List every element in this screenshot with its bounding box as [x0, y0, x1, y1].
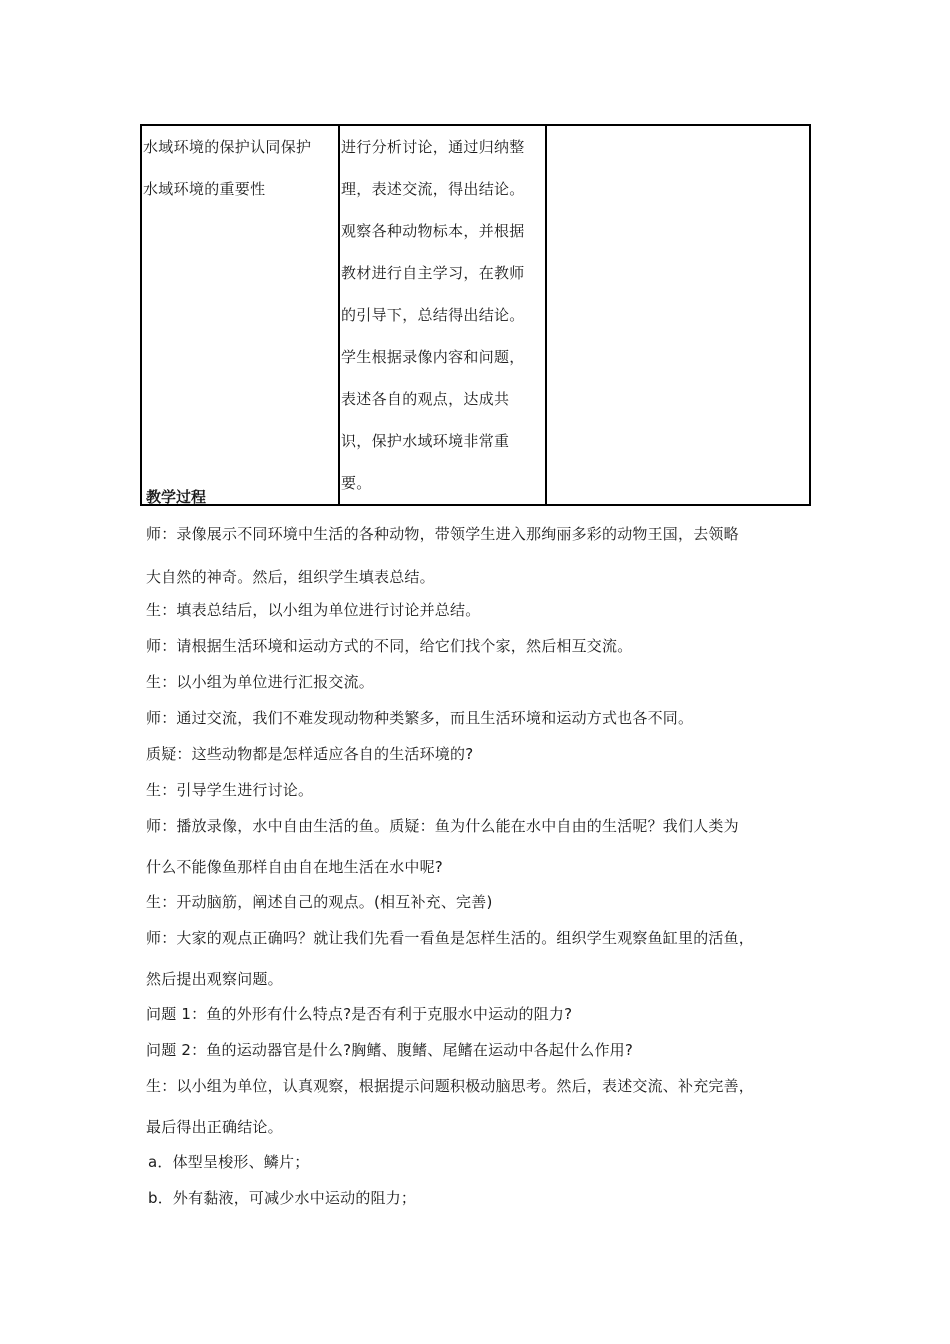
paragraph-line: 生：开动脑筋，阐述自己的观点。(相互补充、完善): [146, 893, 493, 911]
cell-line: 要。: [341, 474, 372, 492]
paragraph-line: 师：请根据生活环境和运动方式的不同，给它们找个家，然后相互交流。: [146, 637, 633, 655]
paragraph-line: 师：播放录像，水中自由生活的鱼。质疑：鱼为什么能在水中自由的生活呢？我们人类为: [146, 817, 739, 835]
paragraph-line: 师：大家的观点正确吗？就让我们先看一看鱼是怎样生活的。组织学生观察鱼缸里的活鱼，: [146, 929, 755, 947]
cell-line: 水域环境的保护认同保护: [143, 138, 312, 156]
paragraph-line: 然后提出观察问题。: [146, 970, 283, 988]
cell-line: 表述各自的观点，达成共: [341, 390, 510, 408]
cell-line: 进行分析讨论，通过归纳整: [341, 138, 525, 156]
paragraph-line: 师：通过交流，我们不难发现动物种类繁多，而且生活环境和运动方式也各不同。: [146, 709, 694, 727]
paragraph-line: b．外有黏液，可减少水中运动的阻力；: [148, 1189, 417, 1207]
section-title: 教学过程: [146, 488, 207, 506]
cell-line: 的引导下，总结得出结论。: [341, 306, 525, 324]
lesson-table: [140, 124, 811, 506]
cell-line: 水域环境的重要性: [143, 180, 266, 198]
cell-line: 理，表述交流，得出结论。: [341, 180, 525, 198]
cell-line: 识，保护水域环境非常重: [341, 432, 510, 450]
paragraph-line: 生：引导学生进行讨论。: [146, 781, 314, 799]
table-row: [141, 125, 810, 505]
paragraph-line: 质疑：这些动物都是怎样适应各自的生活环境的?: [146, 745, 474, 763]
paragraph-line: 生：填表总结后，以小组为单位进行讨论并总结。: [146, 601, 481, 619]
table-cell-empty: [546, 125, 810, 505]
cell-line: 教材进行自主学习，在教师: [341, 264, 525, 282]
paragraph-line: 生：以小组为单位进行汇报交流。: [146, 673, 375, 691]
paragraph-line: 问题 2：鱼的运动器官是什么?胸鳍、腹鳍、尾鳍在运动中各起什么作用?: [146, 1041, 634, 1059]
cell-line: 观察各种动物标本，并根据: [341, 222, 525, 240]
paragraph-line: 最后得出正确结论。: [146, 1118, 283, 1136]
table-cell-activity: [339, 125, 546, 505]
paragraph-line: 生：以小组为单位，认真观察，根据提示问题积极动脑思考。然后，表述交流、补充完善，: [146, 1077, 755, 1095]
paragraph-line: 师：录像展示不同环境中生活的各种动物，带领学生进入那绚丽多彩的动物王国，去领略: [146, 525, 739, 543]
paragraph-line: 问题 1：鱼的外形有什么特点?是否有利于克服水中运动的阻力?: [146, 1005, 573, 1023]
cell-line: 学生根据录像内容和问题，: [341, 348, 525, 366]
table-cell-objective: [141, 125, 339, 505]
paragraph-line: a．体型呈梭形、鳞片；: [148, 1153, 310, 1171]
paragraph-line: 什么不能像鱼那样自由自在地生活在水中呢?: [146, 858, 443, 876]
paragraph-line: 大自然的神奇。然后，组织学生填表总结。: [146, 568, 435, 586]
